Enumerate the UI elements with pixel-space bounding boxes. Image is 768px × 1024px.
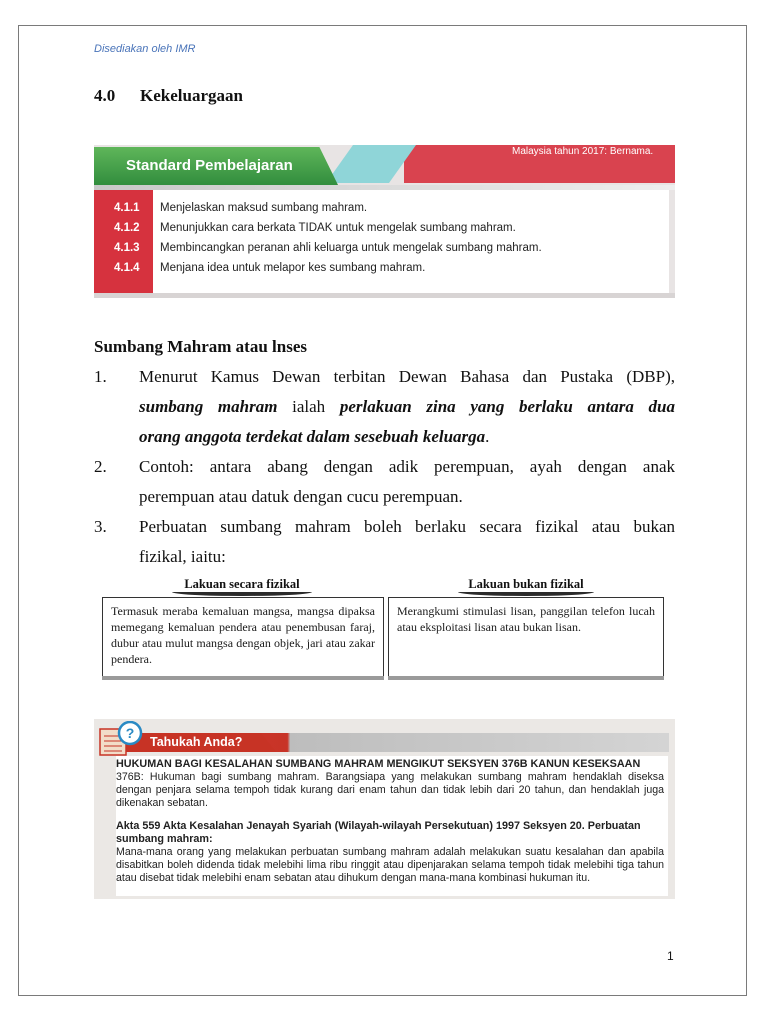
svg-text:?: ? [125,725,135,741]
point-body [139,512,675,572]
point-number: 1. [94,367,107,386]
standard-item-code: 4.1.3 [114,242,140,254]
section-number: 4.0 [94,86,116,105]
point-line: fizikal, iaitu: [139,547,226,566]
header-note: Disediakan oleh IMR [94,43,196,55]
lakuan-bukan-fizikal-tab [458,574,594,596]
standard-bottom-strip [94,293,675,298]
point-line: Perbuatan sumbang mahram boleh berlaku secara fizikal atau bukan [139,517,675,536]
swoosh-underline [172,588,312,596]
section-name: Kekeluargaan [140,86,243,105]
akta-heading: Akta 559 Akta Kesalahan Jenayah Syariah (Wilayah-wilayah Persekutuan) 1997 Seksyen 20. Perbuatan sumbang mahram: [116,820,641,845]
point-line [139,422,675,452]
standard-item-text: Menjana idea untuk melapor kes sumbang mahram. [160,262,426,274]
lakuan-fizikal-label: Lakuan secara fizikal [184,577,300,591]
point-line: Contoh: antara abang dengan adik perempuan, ayah dengan anak [139,457,675,476]
subheading: Sumbang Mahram atau lnses [94,337,308,356]
lakuan-fizikal-tab [172,574,312,596]
hukuman-heading: HUKUMAN BAGI KESALAHAN SUMBANG MAHRAM MENGIKUT SEKSYEN 376B KANUN KESEKSAAN [116,758,641,770]
point-line: perempuan atau datuk dengan cucu perempuan. [139,487,463,506]
definition-part-2: orang anggota terdekat dalam sesebuah keluarga [139,427,486,446]
lakuan-bukan-fizikal-text: Merangkumi stimulasi lisan, panggilan telefon lucah atau eksploitasi lisan atau bukan lisan. [397,604,655,634]
definition-part-1: perlakuan zina yang berlaku antara dua [339,397,675,416]
standard-item-code: 4.1.1 [114,202,140,214]
lakuan-fizikal-box [102,597,384,678]
lakuan-bukan-fizikal-label: Lakuan bukan fizikal [468,577,584,591]
tahukah-anda-panel [94,719,675,899]
akta-paragraph: Mana-mana orang yang melakukan perbuatan sumbang mahram adalah melakukan suatu kesalahan dan apabila disabitkan boleh didenda tidak melebihi lima ribu ringgit atau dipenjarakan selama tempoh tidak melebihi tiga tahun atau disebat tidak melebihi enam sebatan atau dihukum dengan mana-mana kombinasi hukuman itu. [116,846,664,884]
tahukah-title: Tahukah Anda? [150,735,243,749]
term-sumbang-mahram: sumbang mahram [139,397,278,416]
lakuan-comparison [102,574,666,681]
swoosh-underline [458,588,594,596]
point-line: Menurut Kamus Dewan terbitan Dewan Bahasa dan Pustaka (DBP), [139,367,675,386]
point-2 [94,452,675,512]
page-number: 1 [667,949,674,963]
point-3 [94,512,675,572]
box-shadow [102,676,384,680]
point-number: 3. [94,517,107,536]
standard-item-text: Membincangkan peranan ahli keluarga untuk mengelak sumbang mahram. [160,242,542,254]
connector-text: ialah [277,397,340,416]
period: . [485,427,490,446]
standard-pembelajaran-panel [94,145,675,298]
box-shadow [388,676,664,680]
standard-top-caption: Malaysia tahun 2017: Bernama. [512,146,654,157]
standard-item-code: 4.1.4 [114,262,140,274]
standard-item-text: Menunjukkan cara berkata TIDAK untuk mengelak sumbang mahram. [160,222,516,234]
lakuan-fizikal-text: Termasuk meraba kemaluan mangsa, mangsa dipaksa memegang kemaluan pendera atau penembusan faraj, dubur atau mulut mangsa dengan objek, jari atau zakar pendera. [111,604,375,666]
tahukah-content [116,756,668,896]
standard-title: Standard Pembelajaran [126,157,293,174]
point-body [139,362,675,452]
standard-item-text: Menjelaskan maksud sumbang mahram. [160,202,368,214]
point-body [139,452,675,512]
question-book-icon [98,721,144,757]
section-title [94,86,243,106]
standard-item-code: 4.1.2 [114,222,140,234]
point-line [139,392,675,422]
point-1 [94,362,675,452]
point-number: 2. [94,457,107,476]
lakuan-bukan-fizikal-box [388,597,664,678]
standard-teal-band [326,145,416,183]
hukuman-paragraph: 376B: Hukuman bagi sumbang mahram. Barangsiapa yang melakukan sumbang mahram hendaklah diseksa dengan penjara selama tempoh tidak kurang dari enam tahun dan tidak lebih dari 20 tahun, dan hendaklah juga dikenakan sebatan. [116,771,664,809]
